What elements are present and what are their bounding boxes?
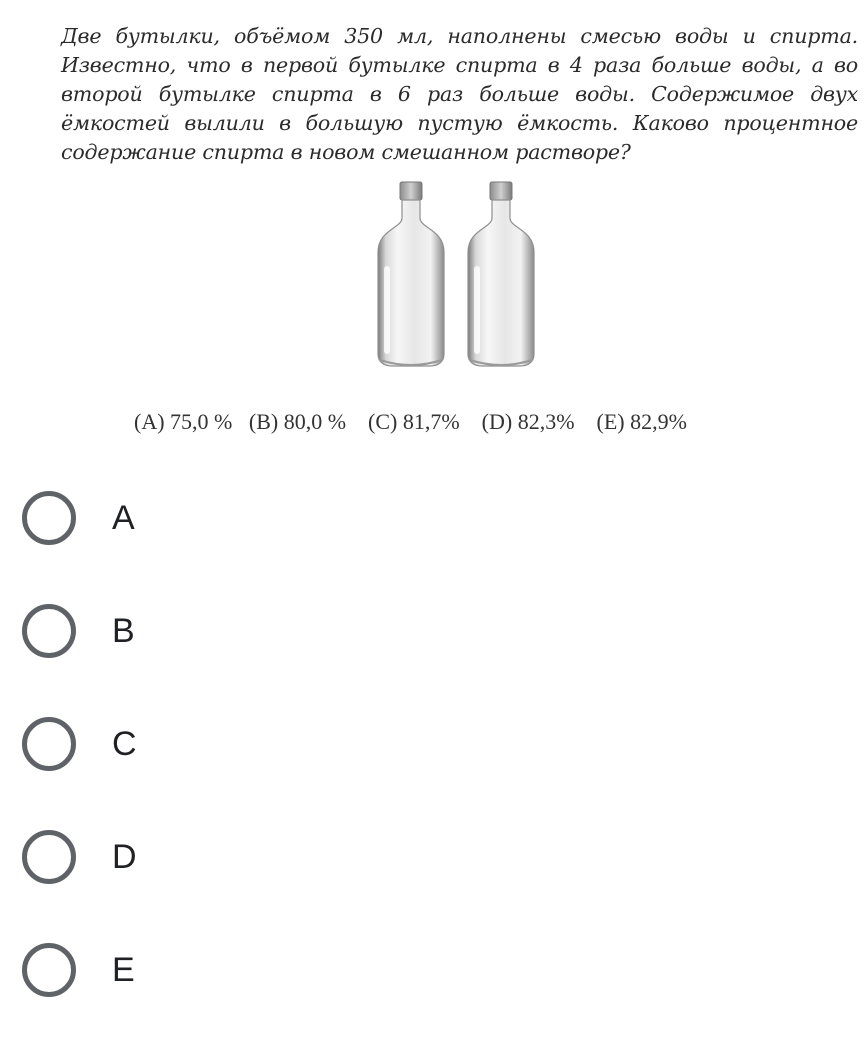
option-c[interactable] [0,689,866,802]
radio-button-d[interactable] [22,830,76,884]
radio-button-a[interactable] [22,491,76,545]
radio-button-e[interactable] [22,943,76,997]
option-label-a: A [112,499,135,537]
bottle-right [468,182,534,366]
option-a[interactable] [0,463,866,576]
radio-button-c[interactable] [22,717,76,771]
bottle-left [378,182,444,366]
radio-button-b[interactable] [22,604,76,658]
option-label-e: E [112,951,135,989]
options-list [0,463,866,1028]
option-label-d: D [112,838,137,876]
option-e[interactable] [0,915,866,1028]
bottles-illustration [372,178,542,378]
question-text: Две бутылки, объёмом 350 мл, наполнены смесью воды и спирта. Известно, что в первой бутылке спирта в 4 раза больше воды, а во второй бутылке спирта в 6 раз больше воды. Содержимое двух ёмкостей вылили в большую пустую ёмкость. Каково процентное содержание спирта в новом смешанном растворе? [61,24,858,164]
answer-choices-line: (A) 75,0 % (B) 80,0 % (C) 81,7% (D) 82,3% (E) 82,9% [134,409,687,434]
option-label-b: B [112,612,135,650]
option-label-c: C [112,725,137,763]
question-image [0,0,866,460]
option-d[interactable] [0,802,866,915]
option-b[interactable] [0,576,866,689]
